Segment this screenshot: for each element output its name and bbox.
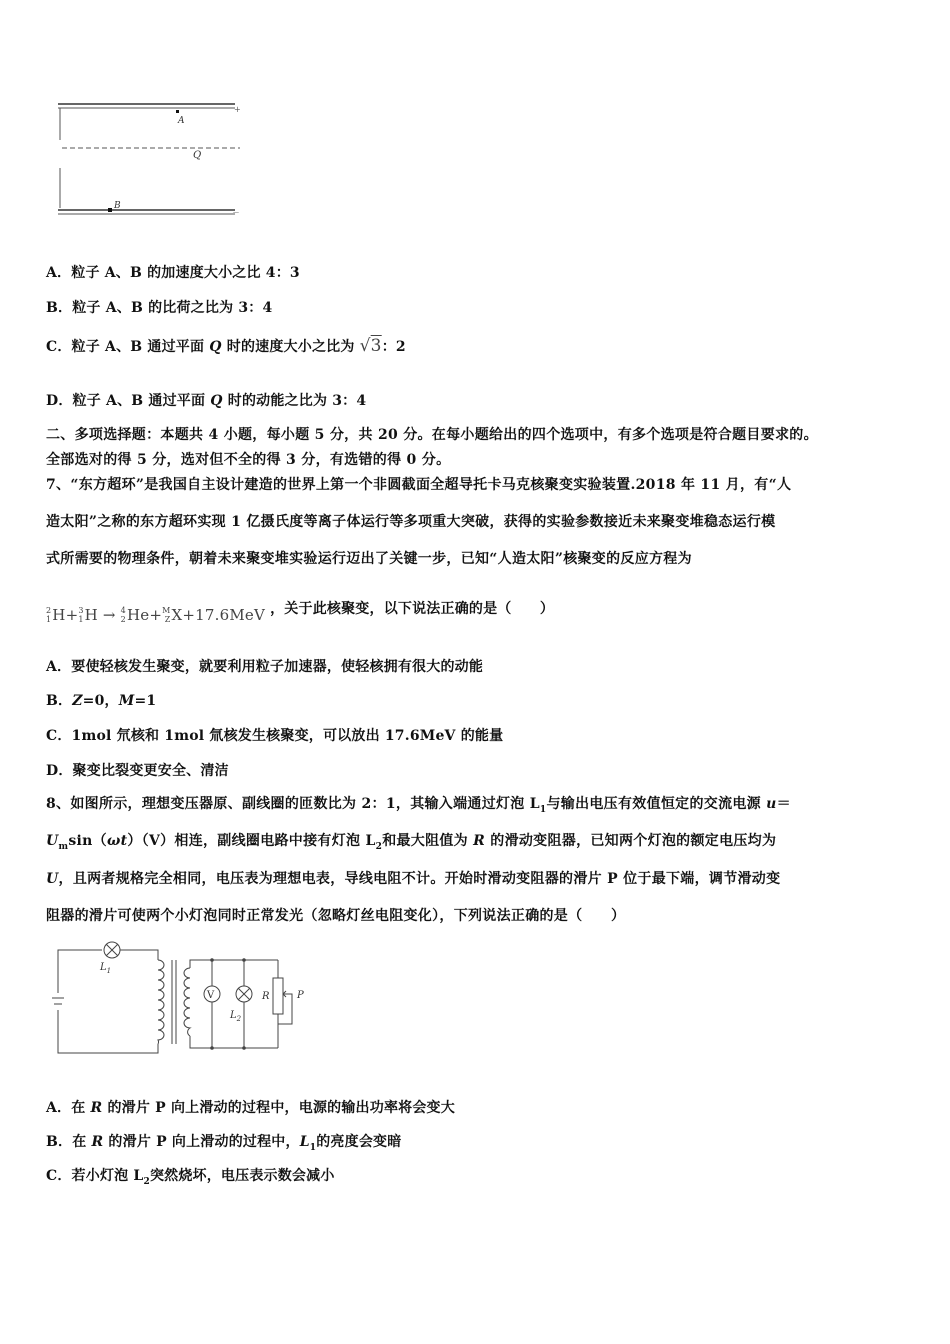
q6-option-a: A．粒子 A、B 的加速度大小之比 4：3 <box>46 265 300 281</box>
q6-c-mid: 时的速度大小之比为 <box>221 339 360 355</box>
rheostat-icon <box>273 978 283 1014</box>
q7-option-b: B．Z=0，M=1 <box>46 693 157 709</box>
label-q: Q <box>193 150 202 161</box>
section2-heading-line1: 二、多项选择题：本题共 4 小题，每小题 5 分，共 20 分。在每小题给出的四个选项中，有多个选项是符合题目要求的。 <box>46 427 818 443</box>
particle-b <box>108 208 112 212</box>
q8-option-b: B．在 R 的滑片 P 向上滑动的过程中，$L_1$的亮度会变暗 <box>46 1134 402 1153</box>
q8-stem-line1: 8、如图所示，理想变压器原、副线圈的匝数比为 2：1，其输入端通过灯泡 $L_1$与输出电压有效值恒定的交流电源 u＝ <box>46 796 791 815</box>
label-p: P <box>297 990 304 1001</box>
q6-c-post: ：2 <box>381 339 406 355</box>
primary-coil <box>158 960 164 1044</box>
q7-option-c: C．1mol 氘核和 1mol 氚核发生核聚变，可以放出 17.6MeV 的能量 <box>46 728 504 744</box>
fusion-equation: 2 1 H + 3 1 H → 4 2 He + M Z X +17.6MeV <box>46 606 266 624</box>
label-l2: $L_2$ <box>230 1010 242 1023</box>
transformer-circuit-figure <box>50 938 320 1063</box>
sqrt-symbol: √3 <box>359 336 382 356</box>
minus-sign: — <box>233 209 239 216</box>
q8-stem-line3: U，且两者规格完全相同，电压表为理想电表，导线电阻不计。开始时滑动变阻器的滑片 P 位于最下端，调节滑动变 <box>46 871 781 887</box>
q8-option-c: C．若小灯泡 $L_2$突然烧坏，电压表示数会减小 <box>46 1168 335 1187</box>
q7-stem-line3: 式所需要的物理条件，朝着未来聚变堆实验运行迈出了关键一步，已知“人造太阳”核聚变的反应方程为 <box>46 551 692 567</box>
particle-a <box>176 110 179 113</box>
q7-option-a: A．要使轻核发生聚变，就要利用粒子加速器，使轻核拥有很大的动能 <box>46 659 484 675</box>
q7-question-tail: ，关于此核聚变，以下说法正确的是（ ） <box>270 601 555 617</box>
q8-option-a: A．在 R 的滑片 P 向上滑动的过程中，电源的输出功率将会变大 <box>46 1100 455 1116</box>
label-l1: $L_1$ <box>100 962 112 975</box>
parallel-plate-figure <box>50 98 250 223</box>
plus-sign: + <box>234 105 241 114</box>
label-a: A <box>178 116 185 126</box>
q7-stem-line2: 造太阳”之称的东方超环实现 1 亿摄氏度等离子体运行等多项重大突破，获得的实验参数接近未来聚变堆稳态运行模 <box>46 514 776 530</box>
q6-option-b: B．粒子 A、B 的比荷之比为 3：4 <box>46 300 273 316</box>
section2-heading-line2: 全部选对的得 5 分，选对但不全的得 3 分，有选错的得 0 分。 <box>46 452 451 468</box>
label-r: R <box>262 991 270 1002</box>
secondary-coil <box>184 968 190 1036</box>
q7-stem-line1: 7、“东方超环”是我国自主设计建造的世界上第一个非圆截面全超导托卡马克核聚变实验装置.2018 年 11 月，有“人 <box>46 477 792 493</box>
q6-option-d: D．粒子 A、B 通过平面 Q 时的动能之比为 3：4 <box>46 393 367 409</box>
q6-c-q: Q <box>209 339 222 355</box>
label-v: V <box>207 990 215 1001</box>
q6-c-pre: C．粒子 A、B 通过平面 <box>46 339 210 355</box>
label-b: B <box>114 201 121 211</box>
q8-stem-line2: $U_m\sin(\omega t)(V)$相连，副线圈电路中接有灯泡 $L_2$和最大阻值为 R 的滑动变阻器，已知两个灯泡的额定电压均为 <box>46 833 777 852</box>
slider-p-wire <box>278 994 292 1024</box>
q8-stem-line4: 阻器的滑片可使两个小灯泡同时正常发光（忽略灯丝电阻变化），下列说法正确的是（ ） <box>46 908 626 924</box>
q7-option-d: D．聚变比裂变更安全、清洁 <box>46 763 229 779</box>
q7-equation-line <box>46 598 554 624</box>
q6-option-c <box>46 336 406 356</box>
